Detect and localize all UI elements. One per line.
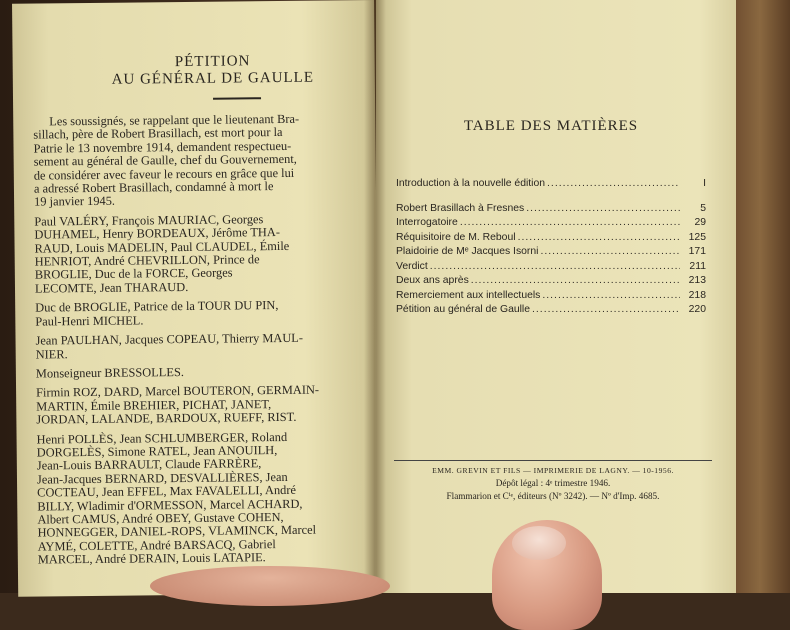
toc-spacer [396,192,706,202]
toc-leader-dots [542,289,680,304]
signatory-line: Firmin ROZ, DARD, Marcel BOUTERON, GERMAIN- [36,382,320,400]
intro-line: a adressé Robert Brasillach, condamné à mort le [33,179,274,196]
petition-title [73,52,353,89]
signatory-group [37,430,366,567]
signatory-line: Jean PAULHAN, Jacques COPEAU, Thierry MAUL- [35,330,304,348]
toc-entry-label: Remerciement aux intellectuels [396,289,541,301]
toc-entry-page: I [703,178,706,189]
signatory-line: HENRIOT, André CHEVRILLON, Prince de [34,252,260,269]
toc-entry-label: Réquisitoire de M. Reboul [396,231,516,243]
toc-entry-label: Robert Brasillach à Fresnes [396,202,525,214]
toc-entry-label: Interrogatoire [396,217,458,228]
signatory-group [35,298,363,328]
toc-leader-dots [518,231,680,246]
signatory-line: JORDAN, LALANDE, BARDOUX, RUEFF, RIST. [36,409,297,427]
left-page [12,0,380,597]
toc-leader-dots [540,245,680,260]
toc-entry-page: 220 [688,304,706,315]
toc-entry-page: 29 [694,217,706,228]
toc-entry-page: 213 [688,275,706,286]
toc-entry-label: Deux ans après [396,275,469,286]
signatory-line: DUHAMEL, Henry BORDEAUX, Jérôme THA- [34,225,280,242]
signatory-line: MARCEL, André DERAIN, Louis LATAPIE. [37,550,266,567]
signatory-line: RAUD, Louis MADELIN, Paul CLAUDEL, Émile [34,238,290,256]
toc-entry [396,231,706,246]
toc-leader-dots [471,274,680,289]
intro-line: 19 janvier 1945. [34,194,116,210]
signatory-line: Paul-Henri MICHEL. [35,313,144,329]
toc-entry [396,177,706,192]
colophon-legal-deposit: Dépôt légal : 4ᵉ trimestre 1946. [495,478,611,488]
toc-leader-dots [526,202,680,217]
toc-entry-label: Pétition au général de Gaulle [396,304,531,315]
signatory-line: MARTIN, Émile BREHIER, PICHAT, JANET, [36,396,272,414]
toc-entry-label: Plaidoirie de Mᵉ Jacques Isorni [396,246,539,257]
intro-line: Patrie le 13 novembre 1914, demandent respectueu- [33,138,292,156]
toc-leader-dots [532,303,680,318]
book-gutter [364,0,386,593]
toc-entry-page: 125 [688,231,706,243]
signatory-line: Jean-Jacques BERNARD, DESVALLIÈRES, Jean [36,469,288,487]
intro-line: sillach, père de Robert Brasillach, est mort pour la [33,125,283,142]
toc-entry [396,216,706,231]
signatory-line: Paul VALÉRY, François MAURIAC, Georges [34,212,264,229]
title-rule [213,97,261,100]
signatory-line: Albert CAMUS, André OBEY, Gustave COHEN, [37,509,284,527]
signatory-group [35,331,363,361]
toc-entry [396,274,706,289]
toc-entry-page: 171 [688,246,706,257]
signatory-line: Jean-Louis BARRAULT, Claude FARRÈRE, [36,456,262,473]
toc-leader-dots [460,216,680,231]
intro-line: sement au général de Gaulle, chef du Gouvernement, [33,152,297,169]
signatory-line: AYMÉ, COLETTE, André BARSACQ, Gabriel [37,536,276,554]
toc-entry-page: 5 [700,202,706,214]
signatory-line: COCTEAU, Jean EFFEL, Max FAVALELLI, André [37,483,297,500]
hand [150,566,390,606]
toc-title: TABLE DES MATIÈRES [463,118,639,134]
thumbnail [512,526,566,560]
intro-line: de considérer avec faveur le recours en grâce que lui [33,165,295,183]
petition-title-line2: AU GÉNÉRAL DE GAULLE [111,69,315,88]
toc-entry [396,260,706,275]
signatory-line: Henri POLLÈS, Jean SCHLUMBERGER, Roland [36,429,288,447]
colophon-publisher: Flammarion et Cⁱᵉ, éditeurs (Nº 3242). — Nº d'Imp. 4685. [446,491,660,501]
signatory-line: Duc de BROGLIE, Patrice de la TOUR DU PIN, [35,298,279,315]
toc-entry-page: 218 [688,289,706,301]
toc-entry-page: 211 [689,260,706,272]
toc-entry-label: Verdict [396,260,428,272]
signatory-line: LECOMTE, Jean THARAUD. [34,279,189,296]
signatory-group [36,364,364,381]
toc-entry [396,245,706,260]
signatory-line: HONNEGGER, DANIEL-ROPS, VLAMINCK, Marcel [37,523,317,540]
petition-title-line1: PÉTITION [174,53,251,71]
signatory-line: BROGLIE, Duc de la FORCE, Georges [34,265,233,283]
toc-entry [396,303,706,318]
toc-leader-dots [430,260,680,275]
toc-leader-dots [547,177,680,192]
intro-line: Les soussignés, se rappelant que le lieutenant Bra- [49,111,300,129]
toc-entry [396,289,706,304]
signatory-group [36,383,364,427]
toc-entry [396,202,706,217]
signatory-line: NIER. [35,346,68,362]
signatory-line: Monseigneur BRESSOLLES. [35,364,184,381]
right-page [376,0,736,593]
petition-intro [33,112,362,209]
colophon-printer: EMM. GREVIN ET FILS — IMPRIMERIE DE LAGNY. — 10-1956. [432,466,674,475]
signatory-line: BILLY, Wladimir d'ORMESSON, Marcel ACHARD, [37,496,303,514]
open-book [12,0,742,593]
signatory-line: DORGELÈS, Simone RATEL, Jean ANOUILH, [36,442,278,460]
signatory-group [34,212,363,296]
toc-entry-label: Introduction à la nouvelle édition [396,178,546,189]
colophon [394,460,712,503]
